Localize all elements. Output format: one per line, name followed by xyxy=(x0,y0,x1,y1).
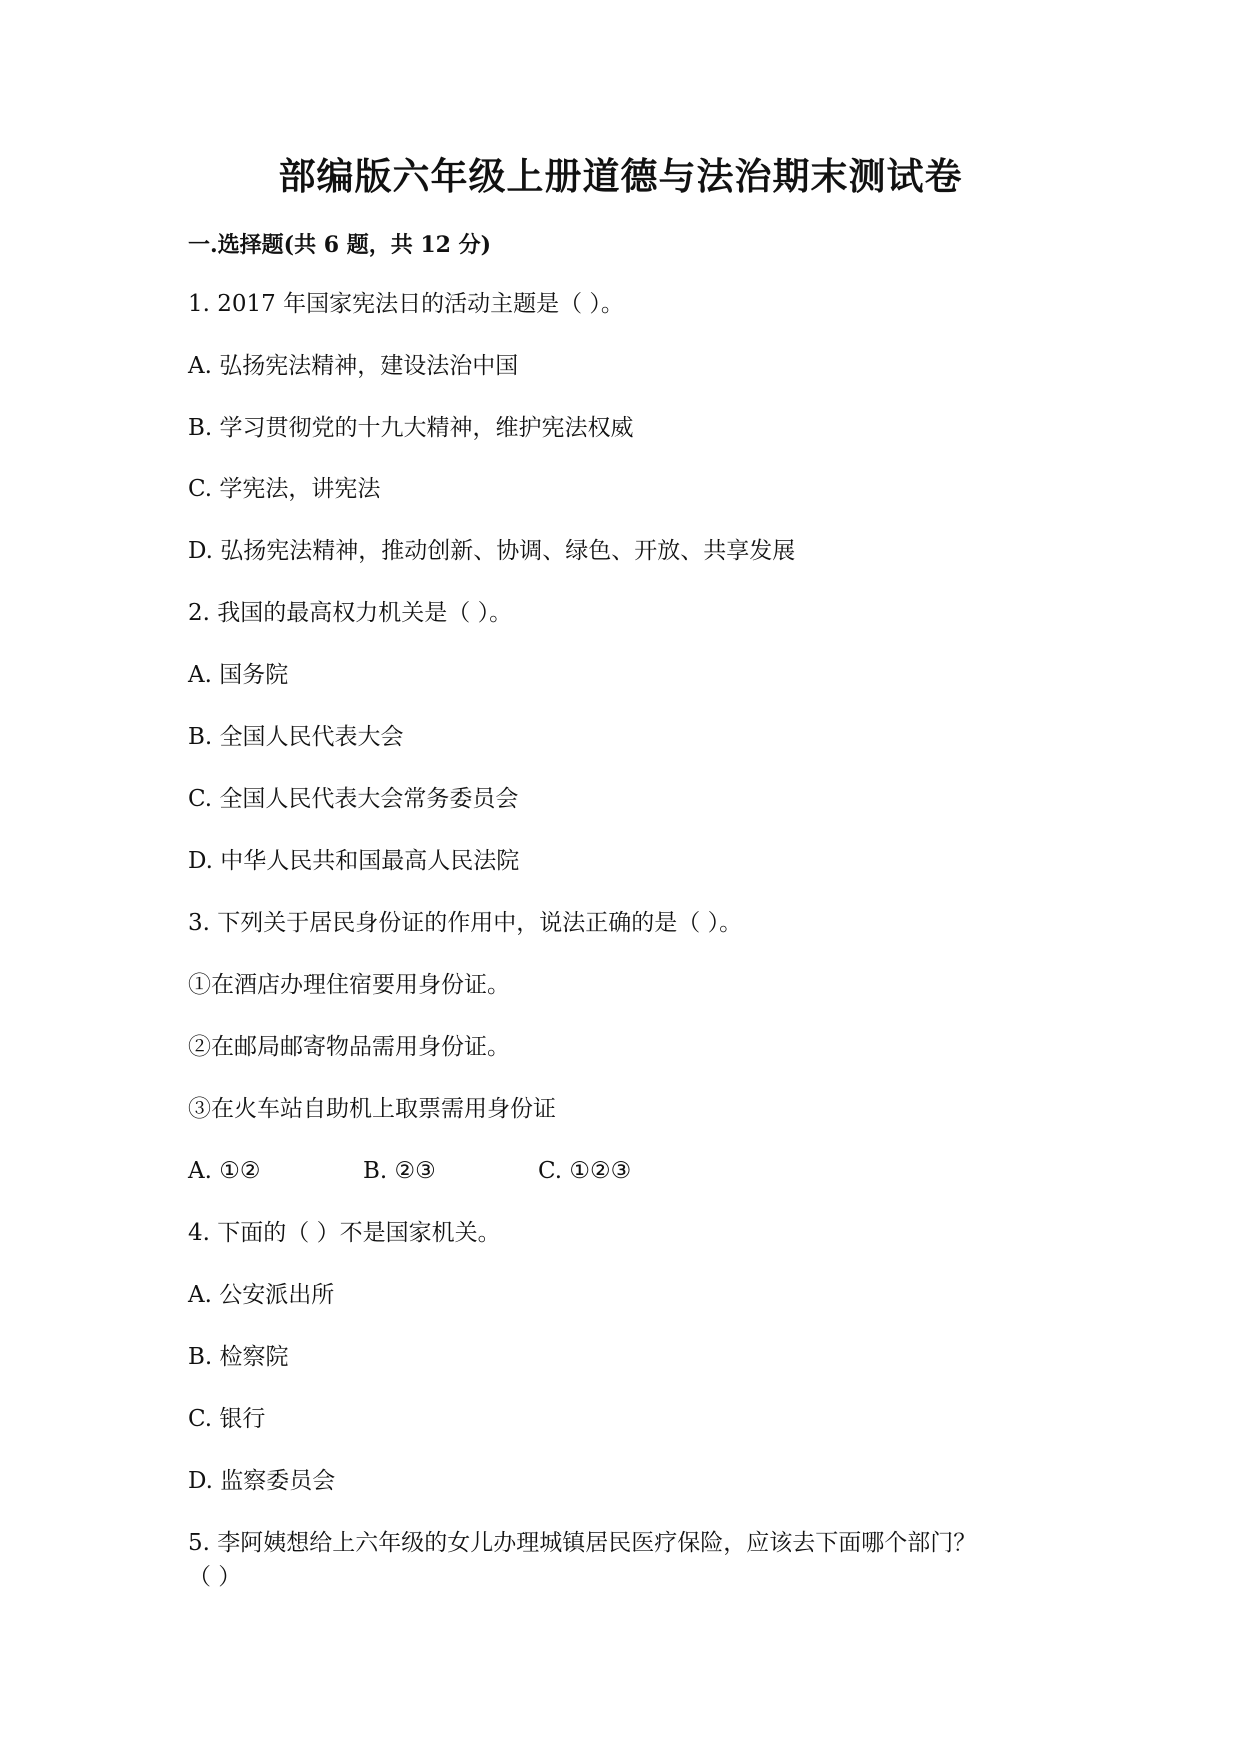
question-1-option-a: A. 弘扬宪法精神，建设法治中国 xyxy=(188,353,519,379)
page-title: 部编版六年级上册道德与法治期末测试卷 xyxy=(278,154,963,198)
question-4-option-d: D. 监察委员会 xyxy=(188,1468,336,1494)
question-5-stem: 5. 李阿姨想给上六年级的女儿办理城镇居民医疗保险，应该去下面哪个部门？ xyxy=(188,1530,977,1556)
question-4-option-c: C. 银行 xyxy=(188,1406,266,1432)
question-3-option-a: A. ①② xyxy=(188,1158,261,1184)
question-4-option-b: B. 检察院 xyxy=(188,1344,289,1370)
question-5-answer-blank: （ ） xyxy=(188,1564,242,1590)
question-3-statement-3: ③在火车站自助机上取票需用身份证 xyxy=(188,1096,556,1122)
question-3-stem: 3. 下列关于居民身份证的作用中，说法正确的是（ ）。 xyxy=(188,910,743,936)
question-2-option-c: C. 全国人民代表大会常务委员会 xyxy=(188,786,519,812)
question-2-option-a: A. 国务院 xyxy=(188,662,289,688)
question-3-option-b: B. ②③ xyxy=(363,1158,436,1184)
question-2-option-d: D. 中华人民共和国最高人民法院 xyxy=(188,848,520,874)
question-3-statement-1: ①在酒店办理住宿要用身份证。 xyxy=(188,972,510,998)
question-2-option-b: B. 全国人民代表大会 xyxy=(188,724,404,750)
question-1-option-b: B. 学习贯彻党的十九大精神，维护宪法权威 xyxy=(188,415,634,441)
question-2-stem: 2. 我国的最高权力机关是（ ）。 xyxy=(188,600,513,626)
question-3-statement-2: ②在邮局邮寄物品需用身份证。 xyxy=(188,1034,510,1060)
question-4-stem: 4. 下面的（ ）不是国家机关。 xyxy=(188,1220,501,1246)
question-1-stem: 1. 2017 年国家宪法日的活动主题是（ ）。 xyxy=(188,291,624,317)
question-3-option-c: C. ①②③ xyxy=(538,1158,632,1184)
question-1-option-c: C. 学宪法，讲宪法 xyxy=(188,476,381,502)
question-4-option-a: A. 公安派出所 xyxy=(188,1282,335,1308)
question-1-option-d: D. 弘扬宪法精神，推动创新、协调、绿色、开放、共享发展 xyxy=(188,538,796,564)
section-heading: 一.选择题(共 6 题，共 12 分) xyxy=(188,232,492,258)
